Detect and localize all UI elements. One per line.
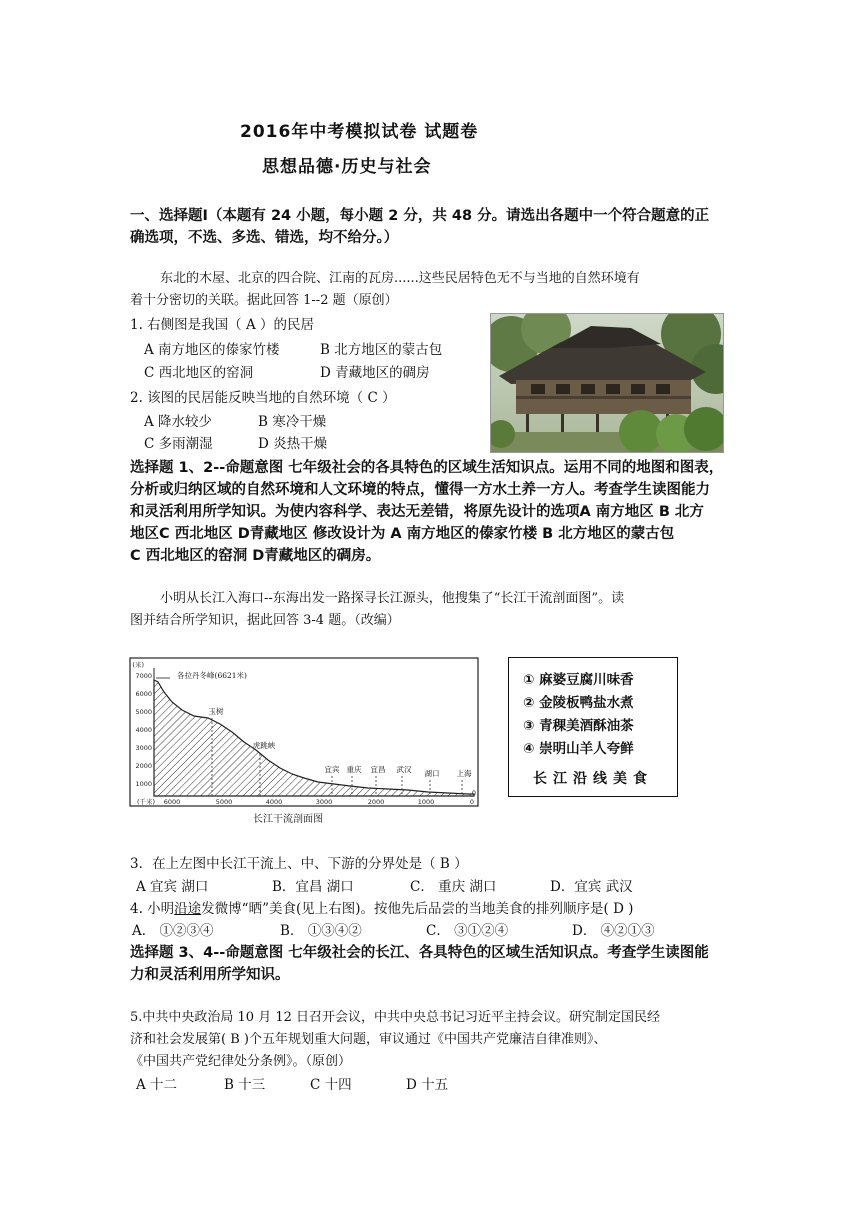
q3-option-a: A 宜宾 湖口: [136, 879, 209, 895]
q4-option-d: D． ④②①③: [572, 923, 655, 939]
x-tick: 1000: [417, 798, 435, 806]
x-tick: 2000: [367, 798, 385, 806]
q2-options-row2: [144, 433, 327, 455]
yangtze-food-box: [508, 657, 678, 797]
place-label-chongqing: 重庆: [346, 765, 362, 774]
profile-caption: 长江干流剖面图: [253, 814, 323, 825]
q1-option-d: D 青藏地区的碉房: [320, 365, 430, 381]
yangtze-profile-figure: [128, 656, 480, 828]
q4-option-b: B． ①③④②: [280, 923, 362, 939]
y-tick: 2000: [135, 762, 152, 770]
q5-option-b: B 十三: [224, 1077, 266, 1093]
q5-line3: 《中国共产党纪律处分条例》。（原创）: [130, 1054, 352, 1069]
place-label-hutiaoxia: 虎跳峡: [252, 741, 276, 750]
q2-option-c: C 多雨潮湿: [144, 436, 213, 452]
food-item-3: ③ 青稞美酒酥油茶: [523, 718, 634, 734]
place-label-shanghai: 上海: [456, 769, 472, 778]
intro2-line1: 小明从长江入海口--东海出发一路探寻长江源头，他搜集了“长江干流剖面图”。读: [160, 591, 625, 606]
q3-options: [136, 876, 633, 898]
exam-title: 2016年中考模拟试卷 试题卷: [240, 122, 479, 142]
y-tick: 6000: [135, 690, 152, 698]
q4-option-a: A． ①②③④: [132, 923, 214, 939]
intro1-line1: 东北的木屋、北京的四合院、江南的瓦房......这些民居特色无不与当地的自然环境有: [160, 271, 640, 286]
y-unit-label: (米): [132, 661, 144, 669]
food-box-title: 长江沿线美食: [533, 771, 653, 787]
q5-line2: 济和社会发展第( B )个五年规划重大问题，审议通过《中国共产党廉洁自律准则》、: [130, 1032, 607, 1047]
q1-stem: 1. 右侧图是我国（ A ）的民居: [130, 317, 315, 333]
exam-subtitle: 思想品德·历史与社会: [262, 157, 432, 177]
x-tick: 6000: [163, 798, 181, 806]
x-tick: 0: [469, 798, 475, 806]
q5-option-d: D 十五: [406, 1077, 449, 1093]
x-tick: 3000: [315, 798, 333, 806]
x-unit-label: (千米): [136, 798, 156, 806]
y-tick: 5000: [135, 708, 152, 716]
dai-bamboo-house-photo: [490, 313, 724, 453]
y-tick: 4000: [135, 726, 152, 734]
q4-stem-underlined: 沿途: [174, 901, 202, 917]
q3-stem: 3．在上左图中长江干流上、中、下游的分界处是（ B ）: [130, 856, 468, 872]
note1-line5: C 西北地区的窑洞 D青藏地区的碉房。: [130, 548, 381, 564]
q2-options-row1: [144, 411, 326, 433]
intro2-line2: 图并结合所学知识，据此回答 3-4 题。（改编）: [130, 613, 400, 628]
q2-option-b: B 寒冷干燥: [258, 414, 327, 430]
q5-option-a: A 十二: [136, 1077, 178, 1093]
section-header-line2: 确选项，不选、多选、错选，均不给分。）: [130, 230, 399, 246]
note1-line1: 选择题 1、2--命题意图 七年级社会的各具特色的区域生活知识点。运用不同的地图和图表，: [130, 460, 724, 476]
y-tick: 3000: [135, 744, 152, 752]
section-header-line1: 一、选择题Ⅰ（本题有 24 小题，每小题 2 分，共 48 分。请选出各题中一个符合题意的正: [130, 208, 710, 224]
q1-options-row2: [144, 362, 430, 384]
q4-stem-pre: 4. 小明: [130, 901, 175, 917]
y-tick: 1000: [135, 780, 152, 788]
x-tick: 4000: [265, 798, 283, 806]
place-label-hukou: 湖口: [424, 769, 440, 778]
place-label-wuhan: 武汉: [396, 765, 412, 774]
food-item-2: ② 金陵板鸭盐水煮: [523, 695, 634, 711]
note1-line3: 和灵活利用所学知识。为使内容科学、表达无差错，将原先设计的选项A 南方地区 B 北方: [130, 504, 704, 520]
x-tick: 5000: [215, 798, 233, 806]
q3-option-c: C． 重庆 湖口: [410, 879, 497, 895]
q5-options: [136, 1074, 448, 1096]
food-item-4: ④ 崇明山羊人夸鲜: [523, 741, 634, 757]
place-label-yushu: 玉树: [208, 707, 224, 716]
note2-line2: 力和灵活利用所学知识。: [130, 967, 290, 983]
q5-option-c: C 十四: [310, 1077, 352, 1093]
q3-option-b: B．宜昌 湖口: [272, 879, 354, 895]
y-tick-zero: 0: [471, 789, 476, 797]
q2-stem: 2. 该图的民居能反映当地的自然环境（ C ）: [130, 390, 396, 406]
q2-option-a: A 降水较少: [144, 414, 213, 430]
q1-option-a: A 南方地区的傣家竹楼: [144, 342, 280, 358]
q4-option-c: C． ③①②④: [426, 923, 509, 939]
q4-options: [132, 920, 655, 942]
place-label-yibin: 宜宾: [324, 765, 340, 774]
note2-line1: 选择题 3、4--命题意图 七年级社会的长江、各具特色的区域生活知识点。考查学生读图能: [130, 945, 709, 961]
house-photo-svg: [491, 314, 723, 452]
river-profile-area: [154, 680, 474, 796]
place-label-yichang: 宜昌: [370, 765, 386, 774]
q1-option-c: C 西北地区的窑洞: [144, 365, 254, 381]
yangtze-profile-svg: [128, 656, 480, 828]
q1-option-b: B 北方地区的蒙古包: [320, 342, 443, 358]
intro1-line2: 着十分密切的关联。据此回答 1--2 题（原创）: [130, 293, 398, 308]
q4-stem-post: 发微博“晒”美食(见上右图)。按他先后品尝的当地美食的排列顺序是( D ): [201, 901, 634, 917]
q5-line1: 5.中共中央政治局 10 月 12 日召开会议，中共中央总书记习近平主持会议。研究制定国民经: [130, 1010, 661, 1025]
q4-stem: [130, 898, 633, 920]
q1-options-row1: [144, 339, 442, 361]
note1-line4: 地区C 西北地区 D青藏地区 修改设计为 A 南方地区的傣家竹楼 B 北方地区的蒙古包: [130, 526, 675, 542]
peak-label: 各拉丹冬峰(6621米): [177, 671, 247, 680]
q3-option-d: D．宜宾 武汉: [550, 879, 633, 895]
note1-line2: 分析或归纳区域的自然环境和人文环境的特点，懂得一方水土养一方人。考查学生读图能力: [130, 482, 710, 498]
y-tick: 7000: [135, 672, 152, 680]
food-item-1: ① 麻婆豆腐川味香: [523, 672, 634, 688]
q2-option-d: D 炎热干燥: [258, 436, 328, 452]
